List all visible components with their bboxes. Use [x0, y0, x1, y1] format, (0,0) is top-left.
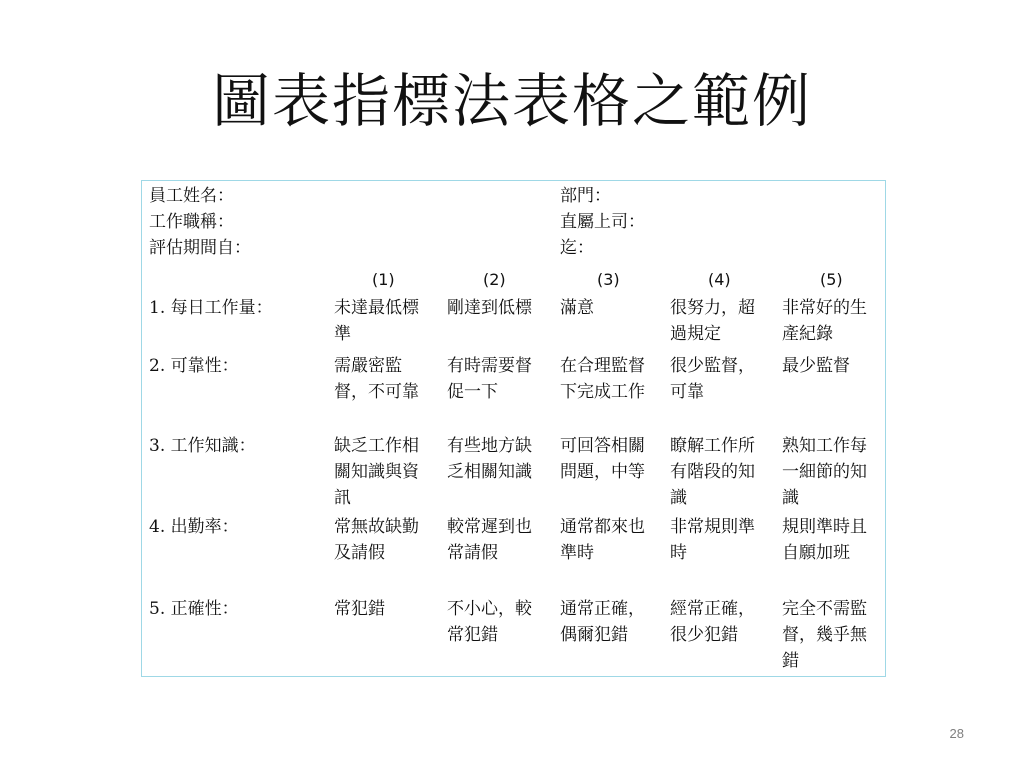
criterion-label: 1. 每日工作量： [149, 298, 273, 318]
supervisor-label: 直屬上司： [560, 212, 645, 232]
rating-description: 滿意 [560, 298, 594, 318]
page-number: 28 [949, 726, 964, 741]
rating-description: 很少監督，可靠 [670, 356, 755, 402]
scale-header-5: (5) [820, 270, 843, 289]
rating-description: 熟知工作每一細節的知識 [782, 436, 867, 508]
scale-header-2: (2) [483, 270, 506, 289]
rating-description: 剛達到低標 [447, 298, 532, 318]
rating-description: 很努力，超過規定 [670, 298, 755, 344]
rating-description: 未達最低標準 [334, 298, 419, 344]
rating-description: 完全不需監督，幾乎無錯 [782, 599, 867, 671]
rating-description: 經常正確，很少犯錯 [670, 599, 755, 645]
rating-description: 非常規則準時 [670, 517, 755, 563]
rating-form [141, 180, 886, 677]
job-title-label: 工作職稱： [149, 212, 234, 232]
criterion-label: 3. 工作知識： [149, 436, 256, 456]
rating-description: 常無故缺勤及請假 [334, 517, 419, 563]
rating-description: 通常都來也準時 [560, 517, 645, 563]
rating-description: 在合理監督下完成工作 [560, 356, 645, 402]
slide-title: 圖表指標法表格之範例 [211, 67, 812, 135]
rating-description: 通常正確，偶爾犯錯 [560, 599, 645, 645]
rating-description: 有時需要督促一下 [447, 356, 532, 402]
criterion-label: 4. 出勤率： [149, 517, 239, 537]
criterion-label: 2. 可靠性： [149, 356, 239, 376]
rating-description: 瞭解工作所有階段的知識 [670, 436, 755, 508]
rating-description: 需嚴密監督，不可靠 [334, 356, 419, 402]
rating-description: 不小心，較常犯錯 [447, 599, 532, 645]
employee-name-label: 員工姓名： [149, 186, 234, 206]
department-label: 部門： [560, 186, 611, 206]
rating-description: 非常好的生產紀錄 [782, 298, 867, 344]
rating-description: 可回答相關問題，中等 [560, 436, 645, 482]
rating-description: 規則準時且自願加班 [782, 517, 867, 563]
rating-description: 常犯錯 [334, 599, 385, 619]
criterion-label: 5. 正確性： [149, 599, 239, 619]
period-from-label: 評估期間自： [149, 238, 251, 258]
scale-header-4: (4) [708, 270, 731, 289]
rating-description: 最少監督 [782, 356, 850, 376]
rating-description: 缺乏工作相關知識與資訊 [334, 436, 419, 508]
scale-header-1: (1) [372, 270, 395, 289]
rating-description: 較常遲到也常請假 [447, 517, 532, 563]
period-to-label: 迄： [560, 238, 594, 258]
rating-description: 有些地方缺乏相關知識 [447, 436, 532, 482]
scale-header-3: (3) [597, 270, 620, 289]
